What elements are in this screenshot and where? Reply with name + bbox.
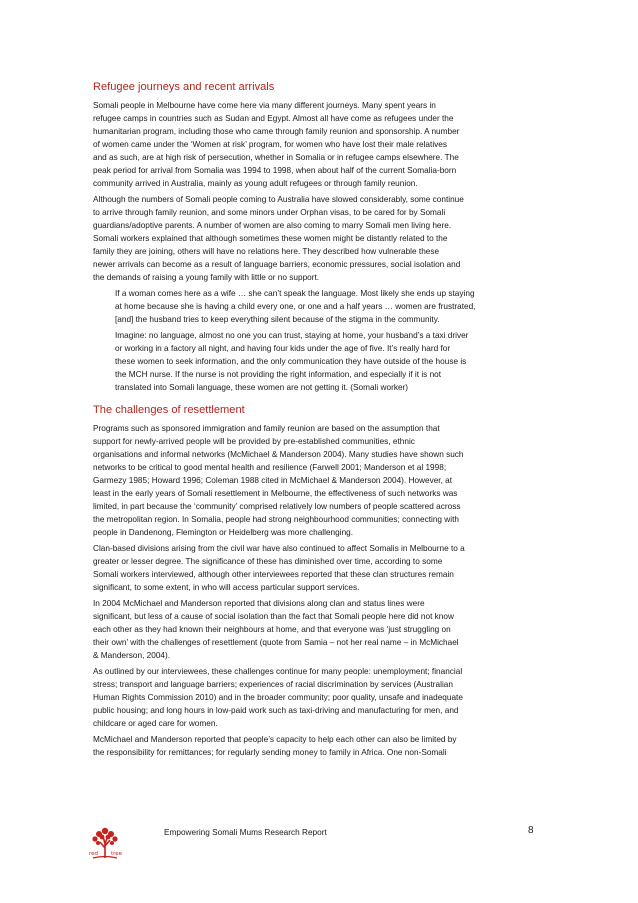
paragraph xyxy=(93,665,547,730)
text-line: significant, to some extent, in who will access particular support services. xyxy=(93,583,360,592)
text-line: Programs such as sponsored immigration and family reunion are based on the assumption that xyxy=(93,424,440,433)
text-line: their own’ with the challenges of resettlement (quote from Samia – not her real name – in McMichael xyxy=(93,638,459,647)
text-line: of women came under the ‘Women at risk’ program, for women who have lost their male relatives xyxy=(93,140,447,149)
text-line: peak period for arrival from Somalia was 1994 to 1998, when about half of the current Somalia-born xyxy=(93,166,457,175)
text-line: least in the early years of Somali resettlement in Melbourne, the effectiveness of such networks was xyxy=(93,489,458,498)
text-line: people in Dandenong, Flemington or Heidelberg was more challenging. xyxy=(93,528,354,537)
text-line: translated into Somali language, these women are not getting it. (Somali worker) xyxy=(115,383,409,392)
text-line: or working in a factory all night, and having four kids under the age of five. It’s really hard for xyxy=(115,344,451,353)
text-line: stress; transport and language barriers; experiences of racial discrimination by services (Australian xyxy=(93,680,453,689)
text-line: guardians/adoptive parents. A number of women are also coming to marry Somali men living here. xyxy=(93,221,452,230)
footer-report-title: Empowering Somali Mums Research Report xyxy=(164,828,327,837)
text-line: community arrived in Australia, mainly as young adult refugees or through family reunion. xyxy=(93,179,418,188)
text-line: limited, in part because the ‘community’ comprised relatively low numbers of people scattered across xyxy=(93,502,461,511)
section-heading-challenges: The challenges of resettlement xyxy=(93,404,245,416)
text-line: family they are joining, others will have no relations here. They described how vulnerable these xyxy=(93,247,440,256)
text-line: the responsibility for remittances; for regularly sending money to family in Africa. One non-Somali xyxy=(93,748,447,757)
logo-text-right: tree xyxy=(111,851,123,857)
text-line: [and] the husband tries to keep everything silent because of the stigma in the community. xyxy=(115,315,440,324)
text-line: to arrive through family reunion, and some minors under Orphan visas, to be cared for by Somali xyxy=(93,208,446,217)
text-line: Human Rights Commission 2010) and in the broader community; poor quality, unsafe and inadequate xyxy=(93,693,463,702)
text-line: Somali workers interviewed, although other interviewees reported that these clan structures remain xyxy=(93,570,454,579)
text-line: childcare or aged care for women. xyxy=(93,719,218,728)
text-line: Garmezy 1985; Howard 1996; Coleman 1988 cited in McMichael & Manderson 2004). However, at xyxy=(93,476,453,485)
text-line: McMichael and Manderson reported that people’s capacity to help each other can also be limited by xyxy=(93,735,457,744)
text-line: greater or lesser degree. The significance of these has diminished over time, according to some xyxy=(93,557,443,566)
paragraph xyxy=(93,733,547,759)
quote-paragraph xyxy=(115,287,547,326)
text-line: Somali workers explained that although sometimes these women might be distantly related to the xyxy=(93,234,448,243)
text-line: the metropolitan region. In Somalia, people had strong neighbourhood communities; connecting with xyxy=(93,515,459,524)
text-line: and as such, are at high risk of persecution, whether in Somalia or in refugee camps elsewhere. The xyxy=(93,153,459,162)
paragraph xyxy=(93,99,547,190)
paragraph xyxy=(93,597,547,662)
text-line: the demands of raising a young family with little or no support. xyxy=(93,273,320,282)
text-line: humanitarian program, including those who came through family reunion and sponsorship. A number xyxy=(93,127,460,136)
quote-paragraph xyxy=(115,329,547,394)
text-line: Imagine: no language, almost no one you can trust, staying at home, your husband’s a taxi driver xyxy=(115,331,469,340)
text-line: refugee camps in countries such as Sudan and Egypt. Almost all have come as refugees under the xyxy=(93,114,454,123)
text-line: public housing; and long hours in low-paid work such as taxi-driving and manufacturing for men, and xyxy=(93,706,459,715)
text-line: significant, but less of a cause of social isolation than the fact that Somali people here did not know xyxy=(93,612,454,621)
page-content xyxy=(93,80,547,762)
paragraph xyxy=(93,542,547,594)
block-quote xyxy=(93,287,547,394)
section-heading-refugee-journeys: Refugee journeys and recent arrivals xyxy=(93,81,275,93)
page-number: 8 xyxy=(528,825,534,836)
text-line: Although the numbers of Somali people coming to Australia have slowed considerably, some continue xyxy=(93,195,464,204)
text-line: the MCH nurse. If the nurse is not providing the right information, and especially if it is not xyxy=(115,370,442,379)
paragraph xyxy=(93,422,547,539)
text-line: networks to be critical to good mental health and resilience (Farwell 2001; Manderson et al 1998; xyxy=(93,463,447,472)
text-line: & Manderson, 2004). xyxy=(93,651,171,660)
text-line: As outlined by our interviewees, these challenges continue for many people: unemployment; financial xyxy=(93,667,463,676)
text-line: newer arrivals can become as a result of language barriers, economic pressures, social isolation and xyxy=(93,260,461,269)
logo-text-left: red xyxy=(89,851,99,857)
text-line: support for newly-arrived people will be provided by pre-established communities, ethnic xyxy=(93,437,415,446)
text-line: these women to seek information, and the only communication they have outside of the house is xyxy=(115,357,467,366)
text-line: If a woman comes here as a wife … she can’t speak the language. Most likely she ends up staying xyxy=(115,289,475,298)
paragraph xyxy=(93,193,547,284)
text-line: at home because she is having a child every one, or one and a half years … women are frustrated, xyxy=(115,302,476,311)
text-line: Somali people in Melbourne have come here via many different journeys. Many spent years in xyxy=(93,101,436,110)
text-line: Clan-based divisions arising from the civil war have also continued to affect Somalis in Melbourne to a xyxy=(93,544,465,553)
text-line: In 2004 McMichael and Manderson reported that divisions along clan and status lines were xyxy=(93,599,425,608)
text-line: organisations and informal networks (McMichael & Manderson 2004). Many studies have shown such xyxy=(93,450,464,459)
text-line: each other as they had known their neighbours at home, and that everyone was ‘just struggling on xyxy=(93,625,451,634)
red-tree-logo-icon xyxy=(83,822,129,868)
